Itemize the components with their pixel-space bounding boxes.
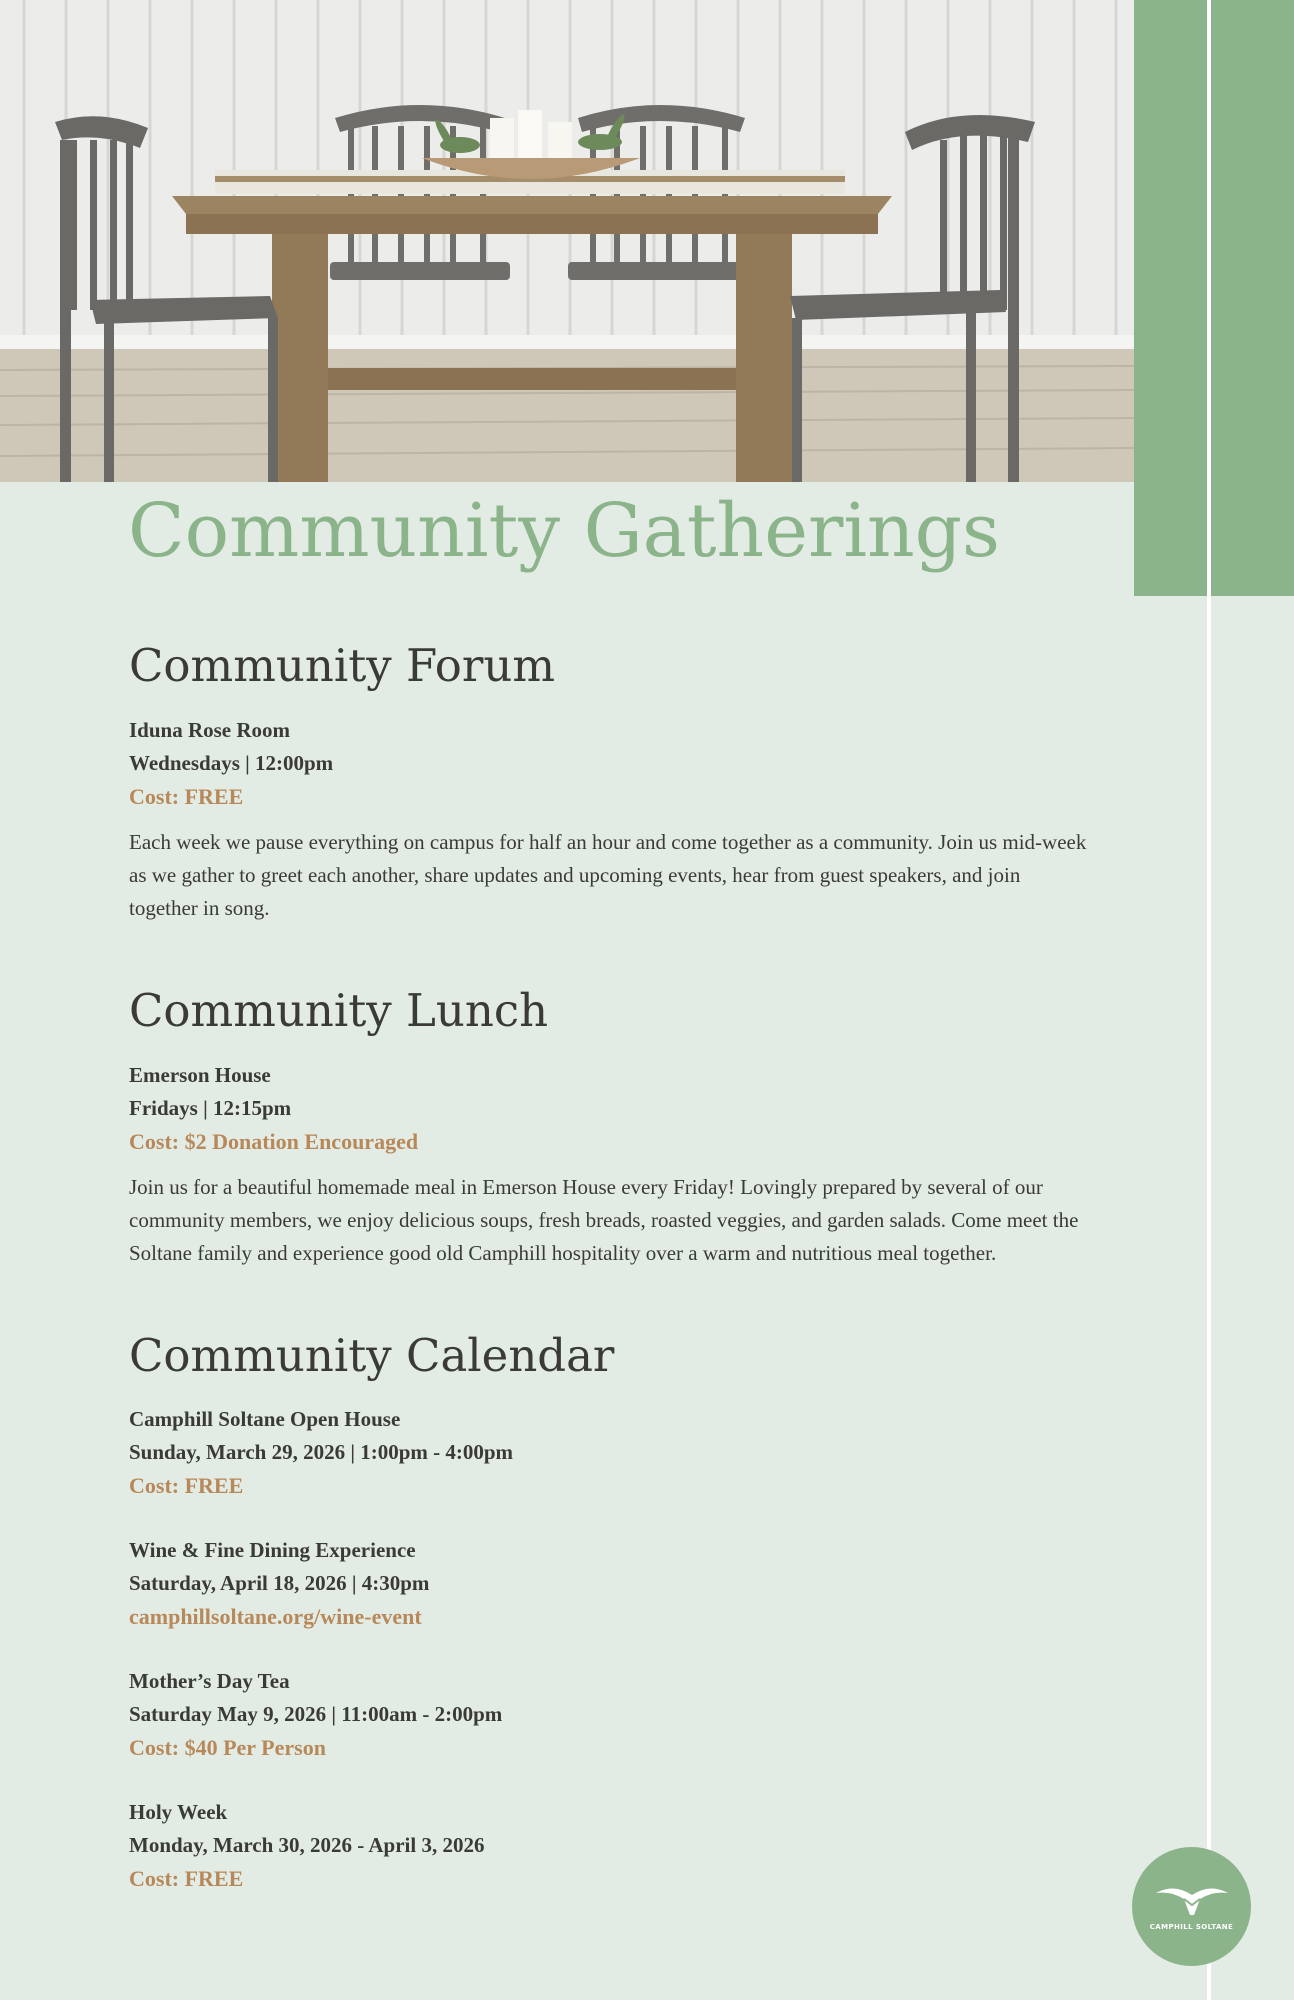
- event-link[interactable]: camphillsoltane.org/wine-event: [129, 1604, 422, 1630]
- hero-image: [0, 0, 1134, 482]
- event-name: Camphill Soltane Open House: [129, 1407, 401, 1432]
- event-date: Sunday, March 29, 2026 | 1:00pm - 4:00pm: [129, 1440, 514, 1465]
- event-date: Saturday May 9, 2026 | 11:00am - 2:00pm: [129, 1702, 503, 1727]
- page-title: Community Gatherings: [128, 488, 1001, 574]
- event-cost: Cost: FREE: [129, 783, 244, 809]
- bird-icon: [1154, 1883, 1230, 1917]
- event-name: Mother’s Day Tea: [129, 1669, 290, 1694]
- dining-table-illustration: [0, 0, 1134, 482]
- event-name: Wine & Fine Dining Experience: [129, 1538, 416, 1563]
- section-title: Community Calendar: [129, 1328, 615, 1382]
- event-cost: Cost: FREE: [129, 1866, 244, 1892]
- calendar-event: [129, 1534, 1089, 1633]
- event-schedule: Fridays | 12:15pm: [129, 1095, 292, 1120]
- event-description: Join us for a beautiful homemade meal in Emerson House every Friday! Lovingly prepared by several of our community members, we enjoy delicious soups, fresh breads, roasted veggies, and garden salads. Come meet the Soltane family and experience good old Camphill hospitality over a warm and nutritious meal together.: [129, 1174, 1079, 1265]
- event-location: Emerson House: [129, 1062, 271, 1087]
- section-community-forum: [129, 640, 1089, 925]
- main-content: [129, 640, 1089, 1955]
- event-name: Holy Week: [129, 1800, 228, 1825]
- event-schedule: Wednesdays | 12:00pm: [129, 750, 334, 775]
- event-date: Monday, March 30, 2026 - April 3, 2026: [129, 1833, 485, 1858]
- event-cost: Cost: $2 Donation Encouraged: [129, 1128, 419, 1154]
- section-title: Community Forum: [129, 639, 556, 692]
- event-location: Iduna Rose Room: [129, 717, 291, 742]
- camphill-soltane-logo: [1132, 1847, 1251, 1966]
- calendar-event: [129, 1796, 1089, 1895]
- event-date: Saturday, April 18, 2026 | 4:30pm: [129, 1571, 430, 1596]
- event-cost: Cost: FREE: [129, 1473, 244, 1499]
- accent-bar-right: [1211, 0, 1294, 596]
- section-community-calendar: [129, 1330, 1089, 1896]
- event-description: Each week we pause everything on campus for half an hour and come together as a community. Join us mid-week as we gather to greet each another, share updates and upcoming events, hear from guest speakers, and join together in song.: [129, 829, 1087, 920]
- accent-bar-left: [1134, 0, 1207, 596]
- event-cost: Cost: $40 Per Person: [129, 1735, 326, 1761]
- section-community-lunch: [129, 985, 1089, 1270]
- calendar-event: [129, 1665, 1089, 1764]
- section-title: Community Lunch: [129, 983, 549, 1037]
- calendar-event: [129, 1403, 1089, 1502]
- logo-text: CAMPHILL SOLTANE: [1149, 1922, 1234, 1931]
